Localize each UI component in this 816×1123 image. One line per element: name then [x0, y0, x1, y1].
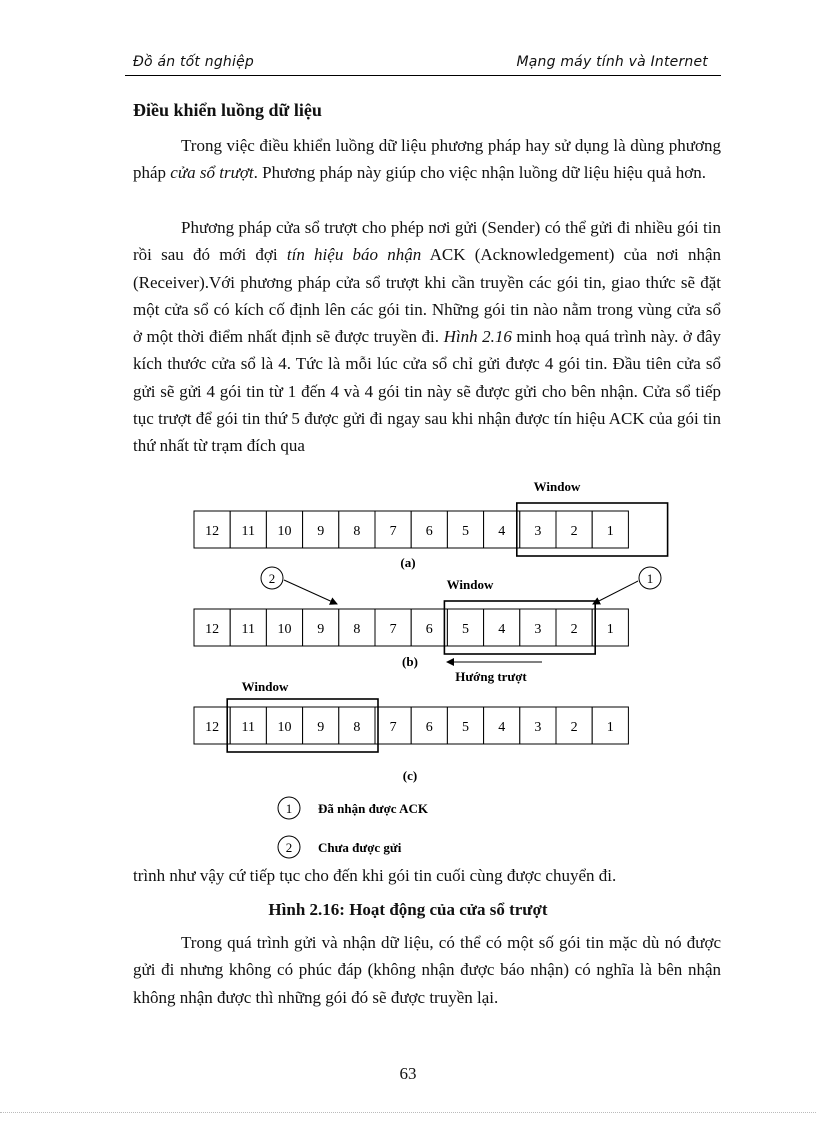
- packet-number: 3: [534, 524, 542, 539]
- header-rule: [125, 75, 721, 76]
- packet-number: 7: [389, 524, 397, 539]
- para2-italic-signal: tín hiệu báo nhận: [286, 245, 422, 265]
- window-label-a: Window: [533, 479, 581, 494]
- packet-number: 5: [462, 720, 469, 735]
- page-number: 63: [399, 1064, 417, 1083]
- para1-italic: cửa sổ trượt: [170, 163, 254, 183]
- packet-number: 12: [205, 524, 220, 539]
- packet-number: 11: [241, 524, 256, 539]
- packet-number: 2: [570, 622, 578, 637]
- packet-number: 9: [317, 524, 325, 539]
- marker-1-arrow: [593, 581, 638, 604]
- legend-1-text: Đã nhận được ACK: [318, 801, 428, 816]
- header-right: Mạng máy tính và Internet: [516, 54, 708, 70]
- packet-number: 11: [241, 622, 256, 637]
- marker-1-callout: [593, 567, 661, 604]
- legend-item-1: [278, 797, 429, 819]
- packet-number: 1: [606, 622, 614, 637]
- packet-number: 8: [353, 720, 361, 735]
- window-label-c: Window: [241, 679, 289, 694]
- packet-number: 3: [534, 622, 542, 637]
- bottom-rule: [0, 1112, 816, 1113]
- marker-1-text: 1: [646, 571, 654, 586]
- packet-number: 6: [425, 720, 433, 735]
- packet-number: 10: [277, 720, 292, 735]
- legend-2-text: Chưa được gửi: [318, 840, 402, 855]
- para3-text: trình như vậy cứ tiếp tục cho đến khi gói tin cuối cùng được chuyển đi.: [133, 866, 617, 885]
- marker-2-arrow: [284, 580, 337, 604]
- packet-number: 5: [462, 524, 469, 539]
- packet-number: 4: [498, 622, 506, 637]
- packet-row-a: [194, 503, 668, 556]
- paragraph-3: [133, 862, 721, 889]
- legend-item-2: [278, 836, 402, 858]
- legend-2-marker: 2: [285, 840, 293, 855]
- packet-row-b: [194, 601, 628, 654]
- paragraph-1: [133, 132, 721, 187]
- para1-text: Trong việc điều khiển luồng dữ liệu phương pháp hay sử dụng là dùng phương pháp: [133, 136, 721, 183]
- packet-number: 11: [241, 720, 256, 735]
- packet-number: 12: [205, 720, 220, 735]
- packet-number: 8: [353, 524, 361, 539]
- row-label-b: (b): [402, 654, 418, 669]
- packet-number: 6: [425, 524, 433, 539]
- para2-italic-figure-ref: Hình 2.16: [443, 327, 512, 347]
- packet-number: 7: [389, 622, 397, 637]
- para1-text-end: . Phương pháp này giúp cho việc nhận luồng dữ liệu hiệu quả hơn.: [253, 163, 706, 183]
- para2-text-end: minh hoạ quá trình này. ở đây kích thước cửa sổ là 4. Tức là mỗi lúc cửa sổ chỉ gửi được 4 gói tin. Đầu tiên cửa sổ gửi sẽ gửi 4 gói tin từ 1 đến 4 và 4 gói tin này sẽ được gửi cho bên nhận. Cửa sổ tiếp tục trượt để gói tin thứ 5 được gửi đi ngay sau khi nhận được tín hiệu ACK của gói tin thứ nhất từ trạm đích qua: [133, 327, 722, 456]
- row-label-c: (c): [402, 768, 418, 783]
- packet-number: 5: [462, 622, 469, 637]
- paragraph-2: [133, 214, 721, 460]
- marker-2-callout: [261, 567, 337, 604]
- header-left: Đồ án tốt nghiệp: [133, 54, 254, 70]
- packet-number: 2: [570, 720, 578, 735]
- packet-number: 1: [606, 720, 614, 735]
- figure-caption: Hình 2.16: Hoạt động của cửa sổ trượt: [268, 900, 548, 919]
- packet-number: 10: [277, 524, 292, 539]
- para4-text: Trong quá trình gửi và nhận dữ liệu, có thể có một số gói tin mặc dù nó được gửi đi nhưng không có phúc đáp (không nhận được báo nhận) có nghĩa là bên nhận không nhận được thì những gói đó sẽ được truyền lại.: [133, 933, 721, 1007]
- para2-text-mid: ACK (Acknowledgement) của nơi nhận (Receiver).Với phương pháp cửa sổ trượt khi cần truyền các gói tin, giao thức sẽ đặt một cửa sổ có kích cố định lên các gói tin. Những gói tin nào nằm trong vùng cửa sổ ở một thời điểm nhất định sẽ được truyền đi.: [133, 245, 721, 347]
- window-label-b: Window: [446, 577, 494, 592]
- packet-number: 7: [389, 720, 397, 735]
- packet-number: 2: [570, 524, 578, 539]
- direction-label: Hướng trượt: [455, 669, 527, 684]
- packet-number: 4: [498, 524, 506, 539]
- packet-number: 10: [277, 622, 292, 637]
- packet-number: 9: [317, 720, 325, 735]
- paragraph-4: [133, 929, 721, 1011]
- packet-number: 6: [425, 622, 433, 637]
- marker-2-text: 2: [268, 571, 276, 586]
- packet-number: 9: [317, 622, 325, 637]
- packet-number: 1: [606, 524, 614, 539]
- packet-row-c: [194, 699, 628, 752]
- para2-text: Phương pháp cửa sổ trượt cho phép nơi gửi (Sender) có thể gửi đi nhiều gói tin rồi sau đó mới đợi: [133, 218, 721, 265]
- row-label-a: (a): [400, 555, 416, 570]
- packet-number: 8: [353, 622, 361, 637]
- packet-number: 3: [534, 720, 542, 735]
- packet-number: 12: [205, 622, 220, 637]
- legend-1-marker: 1: [285, 801, 293, 816]
- sliding-window-figure: [0, 470, 816, 860]
- section-title: Điều khiển luồng dữ liệu: [133, 100, 322, 120]
- packet-number: 4: [498, 720, 506, 735]
